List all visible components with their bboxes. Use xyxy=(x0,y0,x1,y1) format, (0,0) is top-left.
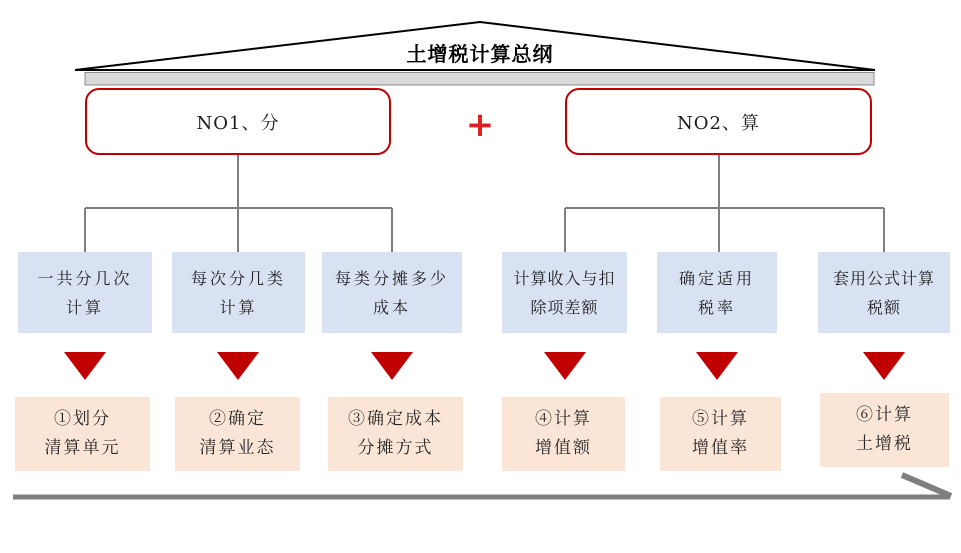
plus-sign: + xyxy=(465,105,495,145)
question-box-6 xyxy=(818,252,950,333)
branch-no2-label: NO2、算 xyxy=(677,112,760,134)
question-line: 计算 xyxy=(65,297,104,317)
result-line: 清算单元 xyxy=(44,438,121,458)
beam xyxy=(85,73,874,86)
result-box-1 xyxy=(15,397,150,471)
down-arrow-icon xyxy=(64,352,106,380)
connector-right xyxy=(565,155,884,252)
question-line: 成本 xyxy=(372,297,411,317)
branch-no1-box xyxy=(85,88,391,155)
result-box-2 xyxy=(175,397,300,471)
result-line: ⑥计算 xyxy=(856,405,913,425)
question-line: 除项差额 xyxy=(530,297,599,317)
question-box-4 xyxy=(502,252,627,333)
down-arrow-icon xyxy=(371,352,413,380)
question-line: 一共分几次 xyxy=(37,268,133,288)
result-box-4 xyxy=(502,397,625,471)
result-line: ⑤计算 xyxy=(692,409,749,429)
question-line: 计算收入与扣 xyxy=(513,268,616,288)
result-line: ④计算 xyxy=(535,409,592,429)
result-box-5 xyxy=(660,397,781,471)
question-line: 每类分摊多少 xyxy=(334,268,449,288)
down-arrow-icon xyxy=(544,352,586,380)
question-box-2 xyxy=(172,252,305,333)
branch-no1-label: NO1、分 xyxy=(196,112,280,134)
connector-left xyxy=(85,155,392,252)
result-line: 增值额 xyxy=(535,438,592,458)
question-line: 确定适用 xyxy=(678,268,755,288)
result-box-3 xyxy=(328,397,463,471)
result-line: ①划分 xyxy=(54,409,111,429)
question-box-3 xyxy=(322,252,462,333)
result-line: 清算业态 xyxy=(199,438,276,458)
question-box-1 xyxy=(18,252,152,333)
question-box-5 xyxy=(657,252,777,333)
question-line: 计算 xyxy=(219,297,258,317)
question-line: 每次分几类 xyxy=(190,268,286,288)
question-line: 套用公式计算 xyxy=(832,268,935,288)
question-line: 税率 xyxy=(697,297,736,317)
down-arrow-icon xyxy=(696,352,738,380)
result-line: ③确定成本 xyxy=(348,409,443,429)
down-arrow-icon xyxy=(217,352,259,380)
baseline-hook xyxy=(902,475,951,496)
result-line: 分摊方式 xyxy=(357,438,434,458)
result-box-6 xyxy=(820,393,949,467)
question-line: 税额 xyxy=(866,297,901,317)
result-line: 增值率 xyxy=(692,438,749,458)
result-line: ②确定 xyxy=(209,409,266,429)
page-title: 土增税计算总纲 xyxy=(406,42,554,66)
result-line: 土增税 xyxy=(856,434,913,454)
down-arrow-icon xyxy=(863,352,905,380)
branch-no2-box xyxy=(565,88,872,155)
